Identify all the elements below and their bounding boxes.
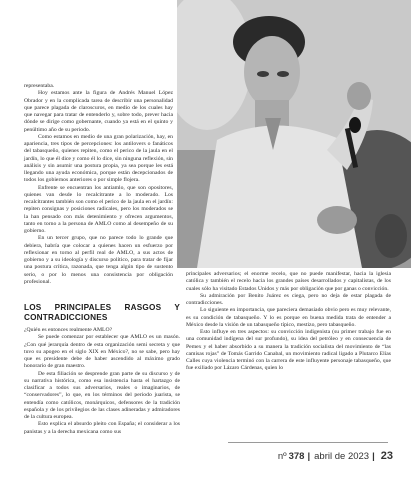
paragraph: representaba. — [24, 83, 55, 89]
paragraph: principales adversarios; el enorme recelo, que no puede manifestar, hacia la iglesia católica y también el recelo hacia los grandes países desarrollados y capitalistas, de los cuales sólo ha visitado Estados Unidos y más por obligación que por ganas o convicción. — [186, 271, 391, 292]
paragraph: Esto explica el absurdo pleito con España; el considerar a los panistas y a la derecha mexicana como sus — [24, 421, 180, 435]
paragraph: Su admiración por Benito Juárez es ciega, pero no deja de estar plagada de contradicciones. — [186, 292, 391, 306]
footer-separator: | — [307, 450, 311, 462]
paragraph: Lo siguiente en importancia, que pareciera demasiado obvio pero es muy relevante, es su condición de tabasqueño. Y lo es porque en buena medida trata de entender a México desde la visión de un tabasqueño típico, mestizo, pero tabasqueño. — [186, 307, 391, 328]
page-number: 23 — [380, 450, 393, 462]
paragraph: Como estamos en medio de una gran polarización, hay, en apariencia, tres tipos de percepciones: los antilovers o fanáticos del tabasqueño, quienes repiten, como el perico de la jaula en el jardín, lo que él dice y como él lo dice, sin ninguna reflexión, sin análisis y sin asumir una postura propia, ya sea porque les está llegando una ayuda económica, porque están decepcionados de todos los gobiernos anteriores o por simple flojera. — [24, 133, 173, 184]
paragraph: Hoy estamos ante la figura de Andrés Manuel López Obrador y en la complicada tarea de describir una personalidad que parece plagada de claroscuros, en medio de los cuales hay que navegar para tratar de entenderlo y, sobre todo, prever hacia dónde se dirige como gobernante, cuando ya está en el quinto y penúltimo año de su periodo. — [24, 90, 173, 133]
footer-separator: | — [372, 450, 375, 462]
paragraph: Enfrente se encuentran los antiamlo, que son opositores, quienes van desde lo recalcitrante a lo moderado. Los recalcitrantes también son como el perico de la jaula en el jardín: repiten consignas y posiciones radicales, pero los moderados se la han pensado con más detenimiento y ofrecen argumentos, tanto en torno a la persona de AMLO como al desempeño de su gobierno. — [24, 184, 173, 234]
paragraph: En un tercer grupo, que no parece todo lo grande que debiera, habría que colocar a quienes hacen un esfuerzo por reflexionar en torno al perfil real de AMLO, a sus actos de gobierno y a su ideología y discurso político, para tratar de fijar una postura crítica, razonada, que tenga algún tipo de sustento serio, o por lo menos una consistencia por obligación profesional. — [24, 235, 173, 285]
article-column-left-bottom — [24, 303, 180, 436]
article-photo — [177, 0, 411, 268]
paragraph: ¿Quién es entonces realmente AMLO? — [24, 327, 113, 334]
photo-person-with-microphone-icon — [177, 0, 411, 268]
section-heading: LOS PRINCIPALES RASGOS Y CONTRADICCIONES — [24, 303, 180, 322]
issue-prefix: nº — [277, 450, 287, 462]
paragraph: Se puede comenzar por establecer que AMLO es un masón. ¿Con qué jerarquía dentro de esta organización semi secreta y que tuvo su apogeo en el siglo XIX en México?, no se sabe, pero hay que es presidente debe de haber ascendido al máximo grado honorario de gran maestro. — [24, 334, 180, 370]
footer-divider — [228, 442, 388, 443]
issue-date: abril de 2023 — [314, 450, 370, 462]
issue-number: 378 — [288, 450, 305, 462]
paragraph: De esta filiación se desprende gran parte de su discurso y de su narrativa histórica, como esa insistencia hasta el hartazgo de clasificar a todos sus adversarios, reales o imaginarios, de “conservadores”, lo que, en los términos del periodo juarista, se entendía como católicos, monárquicos, defensores de la tradición española y de los privilegios de las clases adineradas y admiradores de la cultura europea. — [24, 370, 180, 421]
article-column-left-top — [24, 83, 173, 286]
article-column-right — [186, 271, 391, 373]
paragraph: Esto influye en tres aspectos: su convicción indigenista (su primer trabajo fue en una comunidad indígena del sur profundo), su idea del petróleo y en consecuencia de Pemex y el haber absorbido a su manera la tradición socialista del movimiento de “las camisas rojas” de Tomás Garrido Canabal, un movimiento radical ligado a Plutarco Elías Calles cuya violencia terminó con la carrera de este influyente personaje tabasqueño, que fue exiliado por Lázaro Cárdenas, quien lo — [186, 329, 391, 372]
page-footer — [278, 449, 393, 463]
